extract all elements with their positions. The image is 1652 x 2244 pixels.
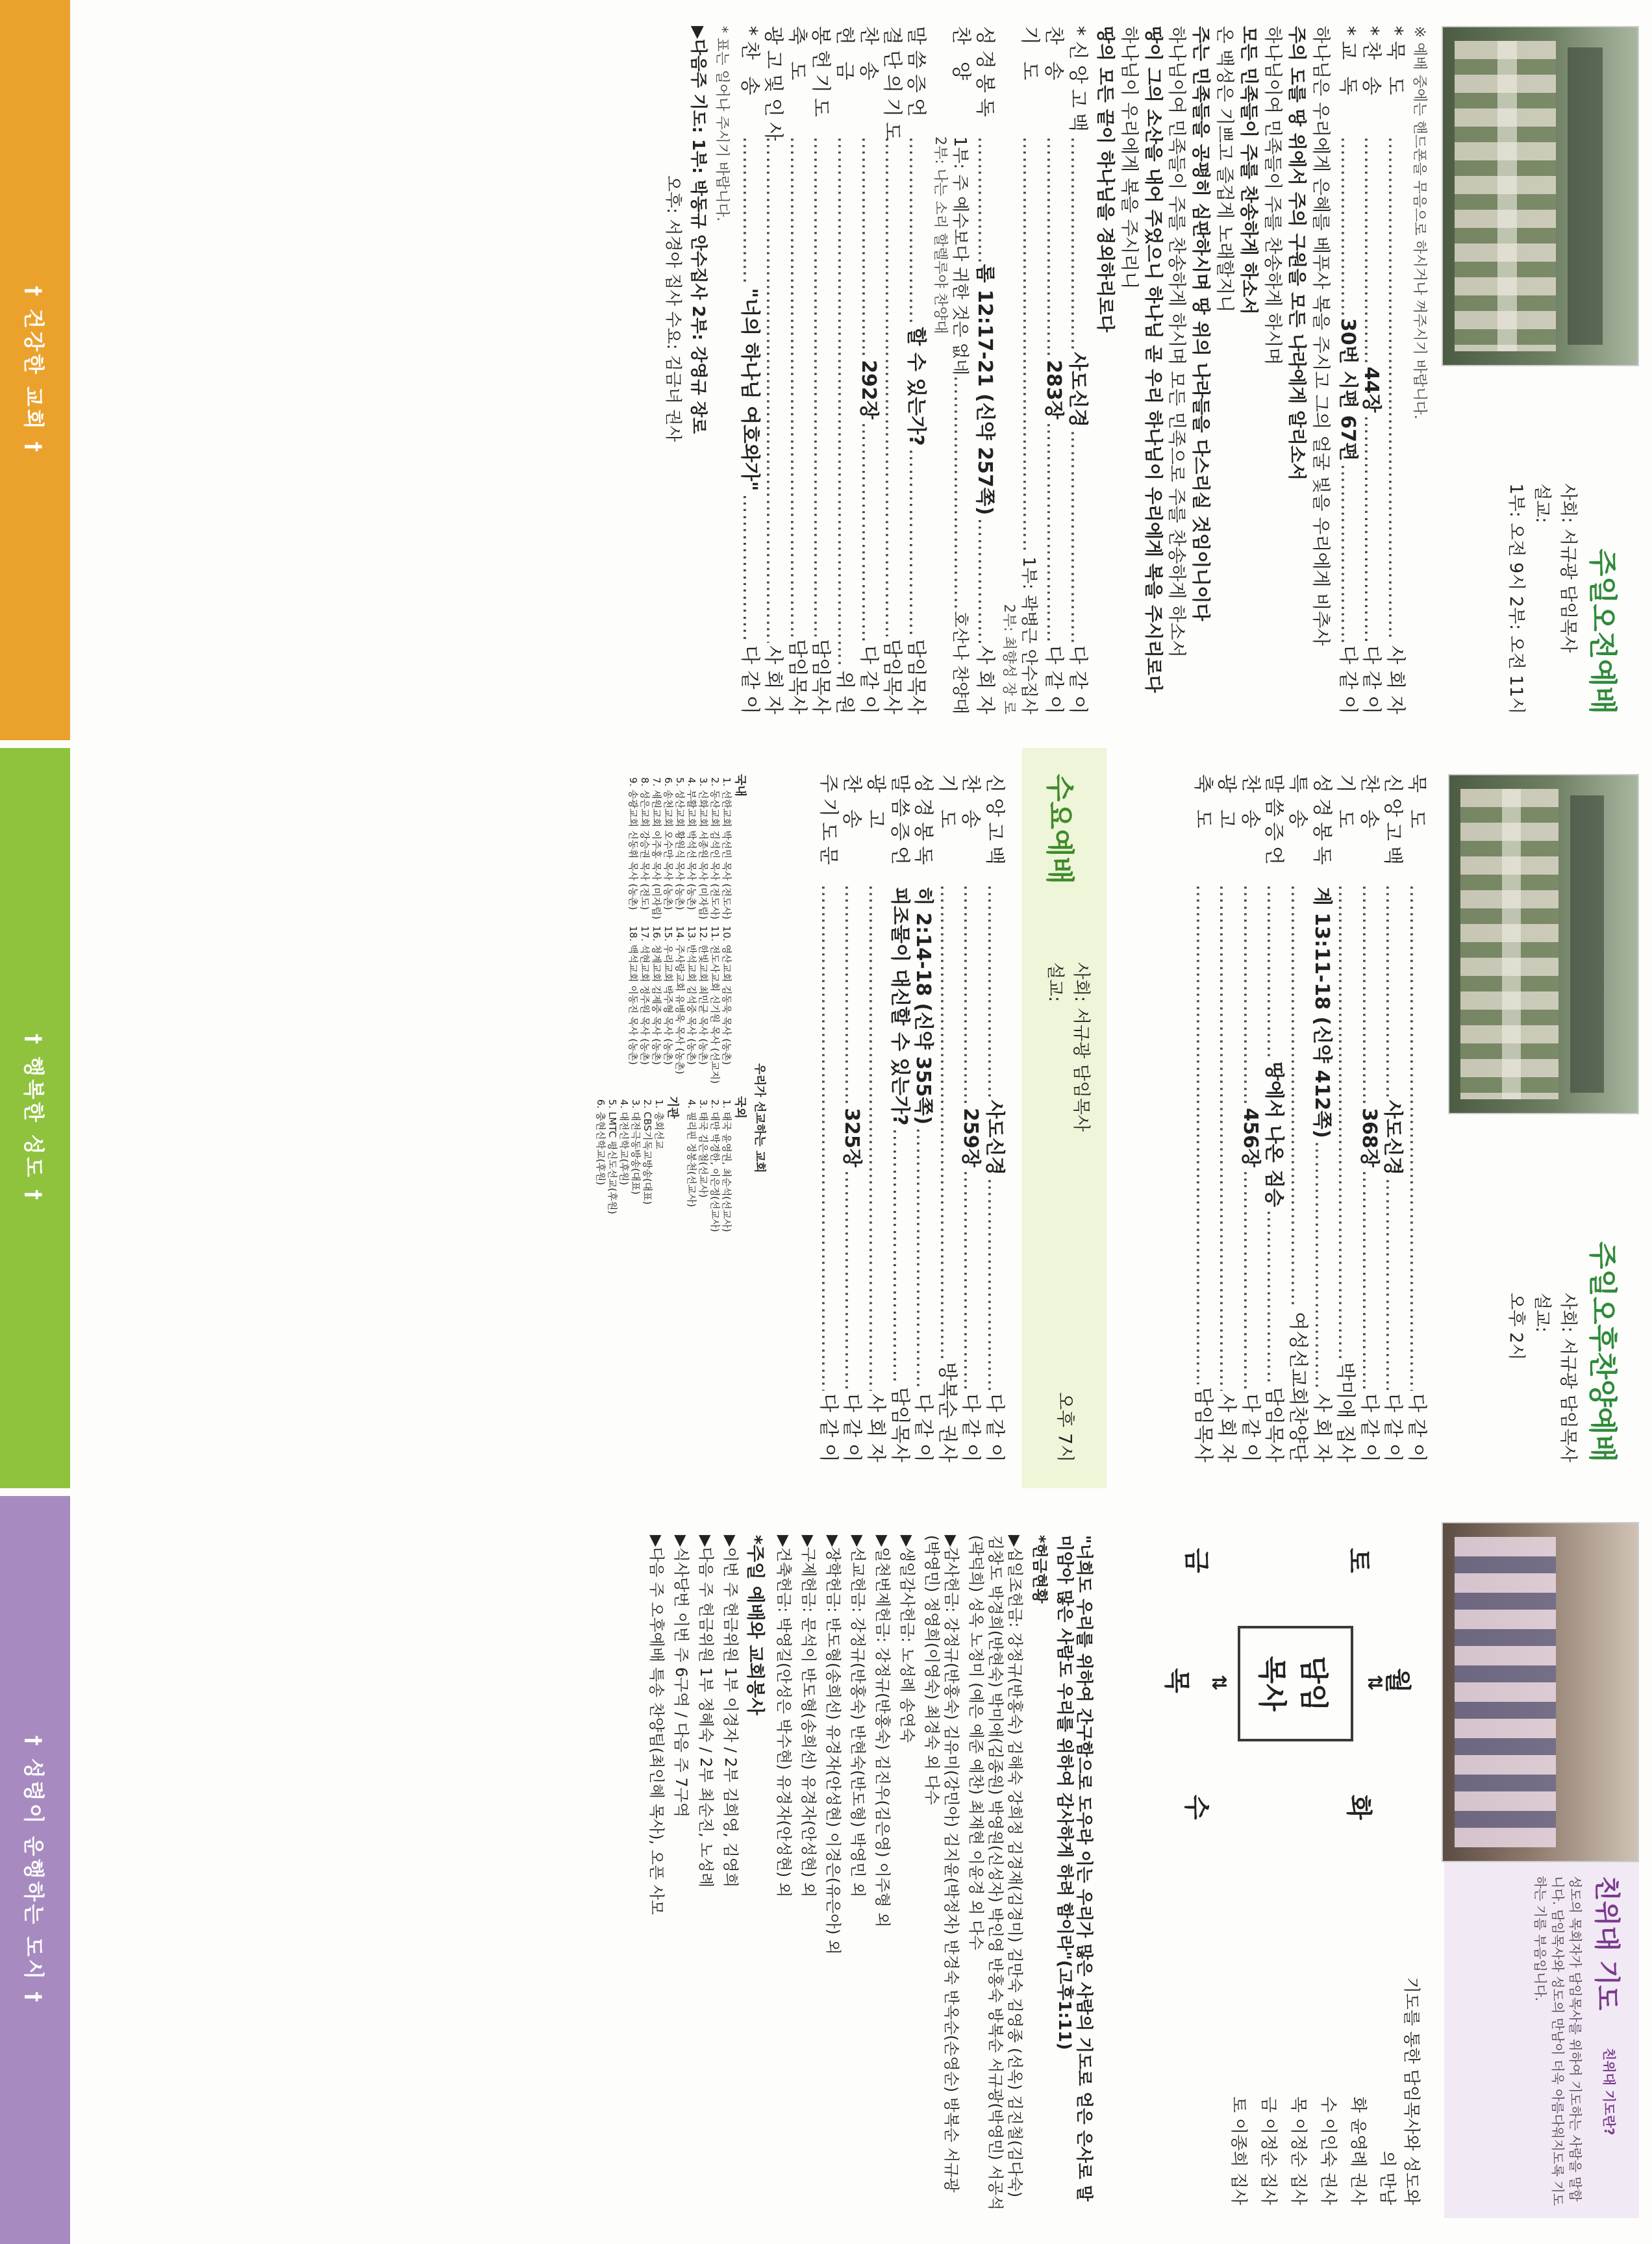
prayer-group-photo bbox=[1442, 1522, 1639, 1862]
arrow-up-icon: ⇅ bbox=[1207, 1675, 1230, 1691]
mission-header: 우리가 선교하는 교회 bbox=[753, 1063, 766, 1173]
order-row: *찬 송 ……………………………………………………………………………………………………………………………… "너의 하나님 여호와가" ……………………………………………………………………………………………………………………………… 다 같 이 bbox=[737, 26, 761, 714]
morning-times: 1부: 오전 9시 2부: 오전 11시 bbox=[1506, 483, 1526, 714]
meal-duty: ▶식사당번 이번 주 6구역 / 다음 주 7구역 bbox=[672, 1535, 690, 1818]
afternoon-worship-photo bbox=[1448, 774, 1639, 1114]
offering-birthday: ▶생일감사헌금: 노성례 송연숙 bbox=[898, 1535, 916, 1743]
order-row: *묵 도 ……………………………………………………………………………………………………………………………… 사 회 자 bbox=[1383, 26, 1407, 714]
order-row: 기 도 ……………………………………………………………………………………………………………………………… 방복순 권사 bbox=[934, 774, 958, 1462]
offering-section bbox=[642, 1535, 1094, 2212]
offering-thanks: ▶감사헌금: 강정규(반홍숙) 김유미(강민아) 김지윤(박정자) 반경숙 반옥순(손영순) 방복순 서규광(박영민) 정영희(이영숙) 최경숙 외 다수 bbox=[923, 1535, 960, 2193]
order-row: *찬 송 ……………………………………………………………………………………………………………………………… 44장 ……………………………………………………………………………………………………………………………… 다 같 이 bbox=[1359, 26, 1383, 714]
morning-leader: 사회: 서규광 담임목사 bbox=[1558, 483, 1578, 653]
prayer-schedule bbox=[1100, 1522, 1425, 2218]
foreign-missions: 국외 1. 태국 윤영권, 최순석(선교사) 2. 대만 박경한, 이은정(선교사) 3. 태국 김은철(선교사) 4. 필리핀 정봉천(선교사) 기관 1. 총회선교 2. CBS기독교방송(대표) 3. 대전극동방송(대표) 4. 대전신학교(후원) 5. LMTC 평신도선교(후원) 6. 충현신학교(후원) bbox=[595, 1096, 747, 1232]
afternoon-wednesday-panel bbox=[0, 748, 1652, 1488]
prayer-title: 친위대 기도 bbox=[1592, 1876, 1621, 2011]
next-afternoon-special: ▶다음 주 오후예배 특송 찬양팀(최인혜 목사), 오픈 사모 bbox=[647, 1535, 666, 1915]
duty-next-week: ▶다음 주 헌금위원 1부 정혜숙 / 2부 최순진, 노성례 bbox=[697, 1535, 715, 1888]
prayer-offering-panel bbox=[0, 1496, 1652, 2244]
afternoon-title: 주일오후찬양예배 bbox=[1586, 1241, 1619, 1462]
order-row: 찬 송 ……………………………………………………………………………………………………………………………… 283장 ……………………………………………………………………………………………………………………………… 다 같 이 bbox=[1042, 26, 1066, 714]
order-row: *신앙고백 ……………………………………………………………………………………………………………………………… 사도신경 ……………………………………………………………………………………………………………………………… 다 같 이 bbox=[1065, 26, 1089, 714]
prayer-header-band bbox=[1444, 1522, 1639, 2218]
order-row: 광 고 ……………………………………………………………………………………………………………………………… 사 회 자 bbox=[863, 774, 887, 1462]
wednesday-title: 수요예배 bbox=[1043, 774, 1076, 885]
order-row: 광 고 ……………………………………………………………………………………………………………………………… 사 회 자 bbox=[1214, 774, 1238, 1462]
prayer-verse: "너희도 우리를 위하여 간구함으로 도우라 이는 우리가 많은 사람의 기도로 얻은 은사로 말미암아 많은 사람도 우리를 위하여 감사하게 하려 함이라"(고후1:11) bbox=[1055, 1535, 1094, 2202]
day-sat: 토 bbox=[1344, 1548, 1373, 1573]
phone-note: ※ 예배 중에는 핸드폰을 무음으로 하시거나 꺼주시기 바랍니다. bbox=[1411, 26, 1427, 419]
order-row: 봉헌기도 ……………………………………………………………………………………………………………………………… 담임목사 bbox=[808, 26, 832, 714]
order-row: 말씀증언 ……………………………………………………………………………………………………………………………… 땅에서 나온 짐승 ……………………………………………………………………………………………………………………………… 담임목사 bbox=[1262, 774, 1286, 1462]
offering-relief: ▶구제헌금: 문석이 반도형(송희선) 유경자(안성현) 외 bbox=[799, 1535, 818, 1898]
order-row: 찬 송 ……………………………………………………………………………………………………………………………… 368장 ……………………………………………………………………………………………………………………………… 다 같 이 bbox=[1357, 774, 1381, 1462]
morning-preacher: 설교: bbox=[1532, 483, 1552, 523]
offering-mission: ▶선교헌금: 강정규(반홍숙) 반현숙(반도형) 박영민 외 bbox=[849, 1535, 867, 1898]
mission-list bbox=[595, 774, 769, 1462]
order-row: 결단의기도 ……………………………………………………………………………………………………………………………… 담임목사 bbox=[880, 26, 904, 714]
order-row: 찬 송 ……………………………………………………………………………………………………………………………… 259장 ……………………………………………………………………………………………………………………………… 다 같 이 bbox=[958, 774, 982, 1462]
order-row: 기 도 ……………………………………………………………………………………………………………………………… 박미애 집사 bbox=[1333, 774, 1357, 1462]
next-week-prayer-2: 오후: 서경아 집사 수요: 김금녀 권사 bbox=[662, 175, 682, 442]
offering-thousand: ▶일천번제헌금: 강정규(반홍숙) 김진우(김은영) 이주형 외 bbox=[873, 1535, 892, 1928]
order-row: 축 도 ……………………………………………………………………………………………………………………………… 담임목사 bbox=[784, 26, 808, 714]
morning-worship-photo bbox=[1442, 26, 1639, 366]
footer-spirit-city: † 성령이 운행하는 도시 † bbox=[0, 1496, 70, 2244]
afternoon-leader: 사회: 서규광 담임목사 bbox=[1558, 1293, 1578, 1462]
morning-info bbox=[1503, 483, 1581, 714]
day-wed: 수 bbox=[1181, 1795, 1211, 1820]
order-row: 찬 송 ……………………………………………………………………………………………………………………………… 292장 ……………………………………………………………………………………………………………………………… 다 같 이 bbox=[856, 26, 880, 714]
order-row: 찬 송 ……………………………………………………………………………………………………………………………… 456장 ……………………………………………………………………………………………………………………………… 다 같 이 bbox=[1238, 774, 1262, 1462]
order-row: 헌 금 ……………………………………………………………………………………………………………………………… 위 원 bbox=[832, 26, 856, 714]
offering-title: *헌금현황 bbox=[1031, 1535, 1049, 1604]
wednesday-header-band bbox=[1022, 748, 1107, 1488]
offering-building: ▶건축헌금: 박영길(안성은 박수현) 유경자(안성현) 외 bbox=[775, 1535, 793, 1898]
order-row: 성경봉독 히 2:14-18 (신약 355쪽) ……………………………………………………………………………………………………………………………… 다 같 이 bbox=[911, 774, 935, 1462]
arrow-down-icon: ⇅ bbox=[1363, 1675, 1386, 1691]
day-tue: 화 bbox=[1344, 1795, 1373, 1820]
order-row: 신앙고백 ……………………………………………………………………………………………………………………………… 사도신경 ……………………………………………………………………………………………………………………………… 다 같 이 bbox=[1381, 774, 1405, 1462]
next-week-prayer: ▶다음주 기도: 1부: 박동규 안수집사 2부: 강영규 장로 bbox=[688, 26, 708, 434]
prayer-day-list: 화 윤영례 권사 수 이인숙 권사 목 이정순 집사 금 이정순 집사 토 이종희 집사 bbox=[1229, 2096, 1368, 2205]
afternoon-order bbox=[1190, 774, 1428, 1462]
afternoon-preacher: 설교: bbox=[1532, 1293, 1552, 1333]
morning-order bbox=[658, 26, 1428, 714]
prayer-schedule-header: 기도를 통한 담임목사와 성도와의 만남 bbox=[1377, 1976, 1421, 2205]
order-row: 말씀증언 ……………………………………………………………………………………………………………………………… 할 수 있는가? ……………………………………………………………………………………………………………………………… 담임목사 bbox=[903, 26, 927, 714]
order-row: 성경봉독 계 13:11-18 (신약 412쪽) ……………………………………………………………………………………………………………………………… 사 회 자 bbox=[1309, 774, 1333, 1462]
offering-scholarship: ▶장학헌금: 반도형(송희선) 유경자(안성현) 이경은(유은아) 외 bbox=[824, 1535, 842, 1955]
order-row: 말씀증언 피조물이 대신할 수 있는가? ……………………………………………………………………………………………………………………………… 담임목사 bbox=[887, 774, 911, 1462]
day-thu: 목 bbox=[1162, 1668, 1192, 1693]
afternoon-info bbox=[1503, 1293, 1581, 1462]
domestic-missions: 국내 1. 선한교회 박선민 목사 (전도사) 10. 영산교회 김동욱 목사 (농촌) 2. 동산교회 김석인 목사 (전도사) 11. 전도사교회 신기원 목사 (선교지) 3. 신화교회 서종원 목사 (미자립) 12. 한빛교회 최민균 목사 (농촌) 4. 부활교회 박석선 목사 (농촌) 13. 반석교회 김석중 목사 (농촌) 5. 성산교회 황원식 목사 (농촌) 14. 주사랑교회 유병욱 목사 (농촌) 6. 송천교회 오수만 목사 (농촌) 15. 우리교회 박주형 목사 (농촌) 7. 세원교회 이주홍 목사 (미자립) 16. 청계교회 김제중 목사 (농촌) 8. 성은교회 강승권 목사 (전도) 17. 석현교회 정주원 목사 (농촌) 9. 송광교회 신동휘 목사 (농촌) 18. 백석교회 이동진 목사 (농촌) bbox=[595, 774, 749, 1087]
wednesday-info: 사회: 서규광 담임목사 설교: bbox=[1045, 962, 1091, 1132]
prayer-subtitle: 친위대 기도란? bbox=[1601, 2048, 1617, 2136]
day-mon: 월 bbox=[1383, 1668, 1412, 1693]
afternoon-time: 오후 2시 bbox=[1506, 1293, 1526, 1361]
order-row: 묵 도 ……………………………………………………………………………………………………………………………… 다 같 이 bbox=[1404, 774, 1428, 1462]
day-fri: 금 bbox=[1181, 1548, 1211, 1573]
choir-note-2: 2부: 나는 소리 할렐루야 찬양대 bbox=[931, 136, 948, 334]
responsive-reading: 하나님은 우리에게 은혜를 베푸사 복을 주시고 그의 얼굴 빛을 우리에게 비추사 주의 도를 땅 위에서 주의 구원을 모든 나라에게 알리소서 하나님이여 민족들이 주를 찬송하게 하시며 모든 민족들이 주를 찬송하게 하소서 온 백성은 기쁘고 즐겁게 노래할지니 주는 민족들을 공평히 심판하시며 땅 위의 나라들을 다스리실 것임이니이다 하나님이여 민족들이 주를 찬송하게 하시며 모든 민족으로 주를 찬송하게 하소서 땅이 그의 소산을 내어 주었으니 하나님 곧 우리 하나님이 우리에게 복을 주시리로다 하나님이 우리에게 복을 주시리니 땅의 모든 끝이 하나님을 경외하리로다 bbox=[1094, 26, 1333, 693]
prayer-description: 성도의 목회자가 담임목사를 위하여 기도하는 사람을 말합니다. 담임목사와 성도의 만남이 더욱 아름다워지도록 기도하는 기름 부음입니다. bbox=[1533, 1876, 1583, 2206]
order-row: 특 송 ……………………………………………………………………………………………………………………………… 여성선교회찬양단 bbox=[1285, 774, 1309, 1462]
order-row: 축 도 ……………………………………………………………………………………………………………………………… 담임목사 bbox=[1190, 774, 1214, 1462]
footer-happy-saints: † 행복한 성도 † bbox=[0, 748, 70, 1488]
wednesday-order bbox=[816, 774, 1006, 1462]
order-row: 주기도문 ……………………………………………………………………………………………………………………………… 다 같 이 bbox=[816, 774, 840, 1462]
pastor-box: 담임 목사 bbox=[1238, 1626, 1353, 1741]
order-row: 성경봉독 ……………………………………………………………………………………………………………………………… 롬 12:17-21 (신약 257쪽) ……………………………………………………………………………………………………………………………… 사 회 자 bbox=[972, 26, 996, 714]
order-row: 광고및인사 ……………………………………………………………………………………………………………………………… 사 회 자 bbox=[761, 26, 785, 714]
order-row: 찬 송 ……………………………………………………………………………………………………………………………… 325장 ……………………………………………………………………………………………………………………………… 다 같 이 bbox=[840, 774, 864, 1462]
stand-note: * 표는 일어나 주시기 바랍니다. bbox=[713, 26, 730, 221]
order-row: 신앙고백 ……………………………………………………………………………………………………………………………… 사도신경 ……………………………………………………………………………………………………………………………… 다 같 이 bbox=[982, 774, 1006, 1462]
morning-service-panel bbox=[0, 0, 1652, 740]
footer-healthy-church: † 건강한 교회 † bbox=[0, 0, 70, 740]
duty-title: *주일 예배와 교회봉사 bbox=[745, 1535, 766, 1715]
wednesday-time: 오후 7시 bbox=[1055, 1392, 1076, 1462]
domestic-table: 1. 선한교회 박선민 목사 (전도사) 10. 영산교회 김동욱 목사 (농촌) 2. 동산교회 김석인 목사 (전도사) 11. 전도사교회 신기원 목사 (선교지) 3. 신화교회 서종원 목사 (미자립) 12. 한빛교회 최민균 목사 (농촌) 4. 부활교회 박석선 목사 (농촌) 13. 반석교회 김석중 목사 (농촌) 5. 성산교회 황원식 목사 (농촌) 14. 주사랑교회 유병욱 목사 (농촌) 6. 송천교회 오수만 목사 (농촌) 15. 우리교회 박주형 목사 (농촌) 7. 세원교회 이주홍 목사 (미자립) 16. 청계교회 김제중 목사 (농촌) 8. 성은교회 강승권 목사 (전도) 17. 석현교회 정주원 목사 (농촌) 9. 송광교회 신동휘 목사 (농촌) 18. 백석교회 이동진 목사 (농촌) bbox=[627, 777, 732, 1084]
order-row: 기 도 ……………………………………………………………………………………………………………………………… 1부: 곽병근 안수집사 bbox=[1018, 26, 1042, 714]
morning-title: 주일오전예배 bbox=[1586, 548, 1619, 714]
order-row: 찬 양 1부: 주 예수보다 귀한 것은 없네 ……………………………………………………………………………………………………………………………… 호산나 찬양대 bbox=[949, 26, 973, 714]
duty-this-week: ▶이번 주 헌금위원 1부 이경자 / 2부 김희영, 김영희 bbox=[721, 1535, 740, 1888]
offering-tithe: ▶십일조헌금: 강정규(반홍숙) 김해숙 강희정 김경재(김경미) 김만숙 김영종 (선옥) 김진철(김다숙) 김창도 박경희(반현숙) 박미애(김종원) 박영원(신성자) 박인영 반홍숙 방복순 서규광(박영민) 서공석(곽덕희) 성옥 노정미 (예은 예준 예찬) 최재현 이윤경 외 다수 bbox=[967, 1535, 1024, 2211]
order-row: *교 독 ……………………………………………………………………………………………………………………………… 30번 시편 67편 ……………………………………………………………………………………………………………………………… 다 같 이 bbox=[1335, 26, 1359, 714]
prayer-note-2: 2부: 최향성 장 로 bbox=[1000, 604, 1017, 714]
